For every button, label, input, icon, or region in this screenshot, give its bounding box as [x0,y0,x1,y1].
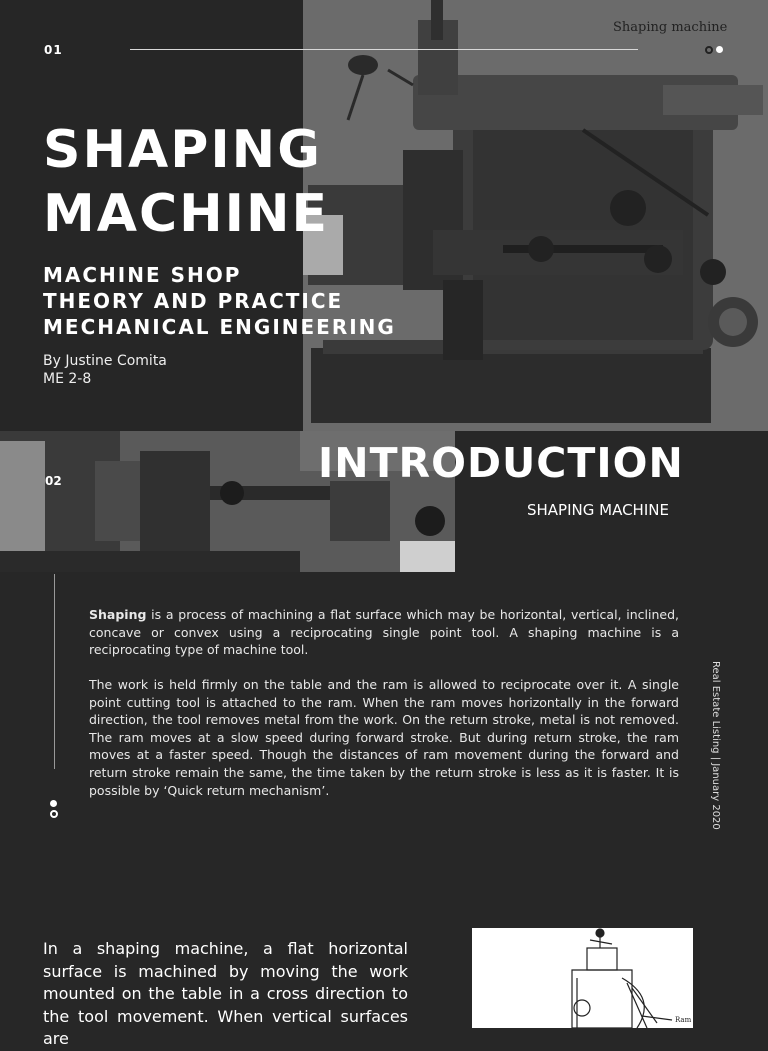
author-name: By Justine Comita [43,353,167,369]
subtitle-line: MECHANICAL ENGINEERING [43,315,396,339]
filled-dot-icon [716,46,723,53]
cover-page [0,0,768,431]
ring-dot-icon [50,810,58,818]
dots-ornament [50,800,58,818]
side-caption: Real Estate Listing | January 2020 [710,661,721,830]
document-title [43,118,329,246]
vertical-divider [54,574,55,769]
filled-dot-icon [50,800,57,807]
author-block [43,352,167,388]
shaper-diagram [472,928,693,1028]
page-number: 02 [45,474,62,488]
keyword-bold: Shaping [89,607,147,622]
page-number: 01 [44,43,63,57]
title-line: MACHINE [43,184,330,244]
section-subtitle: SHAPING MACHINE [527,501,669,519]
shaping-machine-photo [303,0,768,431]
diagram-label: Ram [675,1016,692,1024]
section-title: INTRODUCTION [318,439,684,487]
ring-dot-icon [705,46,713,54]
introduction-page [0,431,768,1048]
subtitle-line: MACHINE SHOP [43,263,242,287]
document-subtitle [43,262,396,340]
header-divider [130,49,638,50]
dots-ornament [705,46,723,54]
header-title: Shaping machine [613,20,728,35]
paragraph-text: is a process of machining a flat surface which may be horizontal, vertical, inclined, concave or convex using a reciprocating single point tool. A shaping machine is a reciprocating type of machine tool. [89,607,679,658]
body-paragraph: The work is held firmly on the table and the ram is allowed to reciprocate over it. A single point cutting tool is attached to the ram. When the ram moves horizontally in the forward direction, the tool removes metal from the work. On the return stroke, metal is not removed. The ram moves at a slow speed during forward stroke. But during return stroke, the ram moves at a faster speed. Though the distances of ram movement during the forward and return stroke remain the same, the time taken by the return stroke is less as it is faster. It is possible by ‘Quick return mechanism’. [89,677,679,798]
body-paragraph-large: In a shaping machine, a flat horizontal surface is machined by moving the work mounted on the table in a cross direction to the tool movement. When vertical surfaces are [43,939,408,1048]
subtitle-line: THEORY AND PRACTICE [43,289,344,313]
title-line: SHAPING [43,120,322,180]
author-section: ME 2-8 [43,371,92,387]
body-paragraph [89,606,679,659]
